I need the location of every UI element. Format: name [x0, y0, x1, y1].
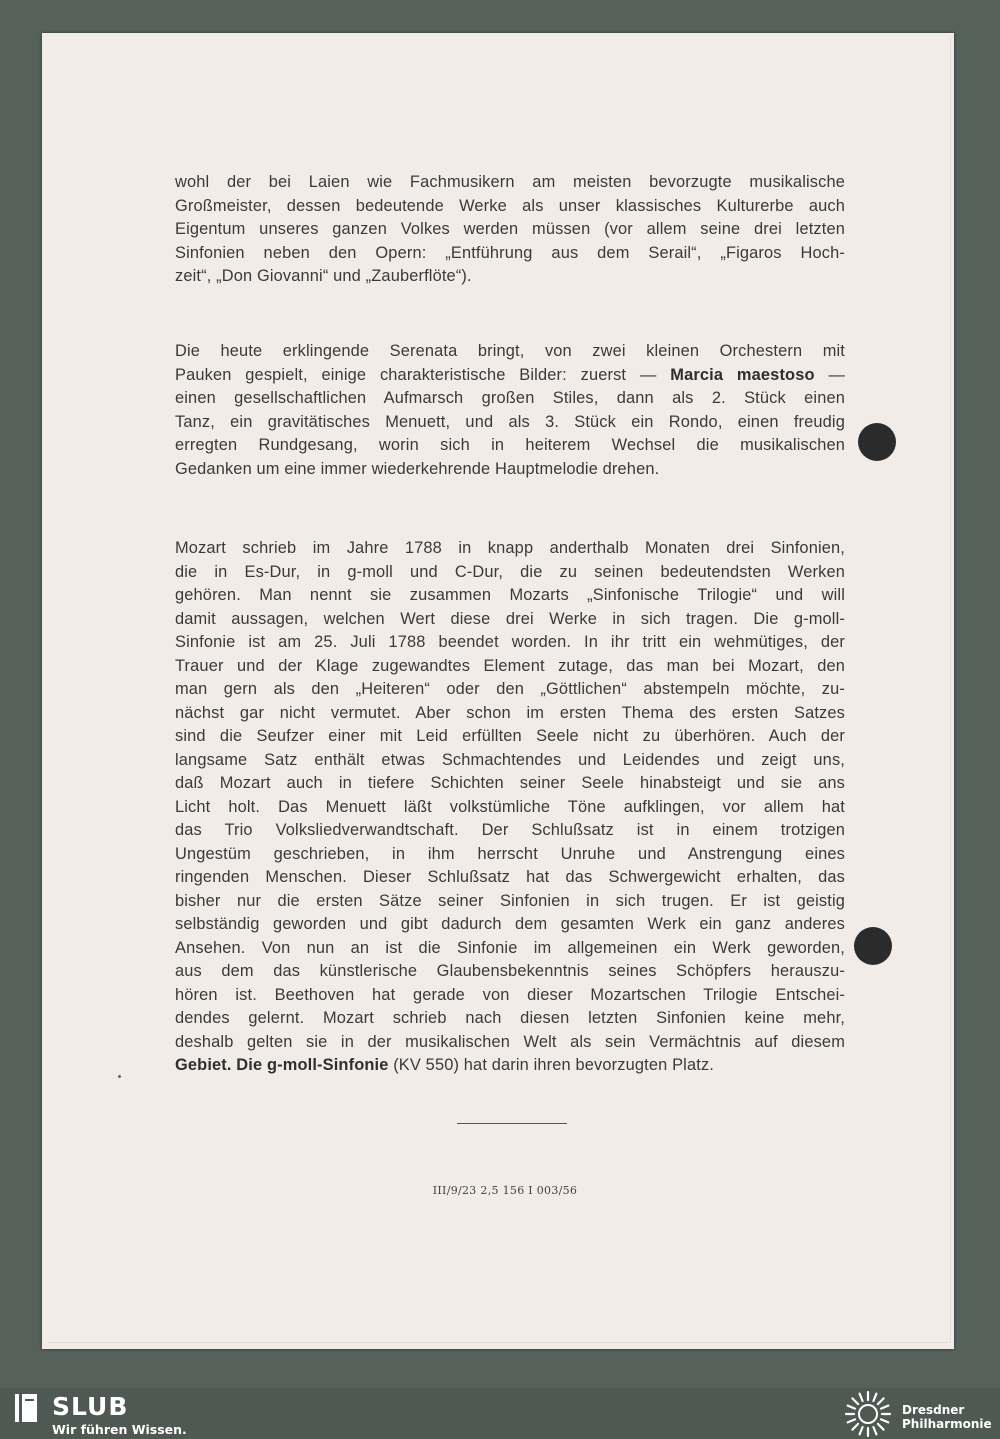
punch-hole [858, 423, 896, 461]
text-line: Gedanken um eine immer wiederkehrende Hauptmelodie drehen. [175, 459, 660, 478]
text-line: selbständig geworden und gibt dadurch dem gesamten Werk ein ganz anderes [175, 915, 845, 933]
text-line: gehören. Man nennt sie zusammen Mozarts „Sinfonische Trilogie“ und will [175, 586, 845, 604]
text-line: Trauer und der Klage zugewandtes Element zutage, das man bei Mozart, den [175, 656, 845, 675]
text-line [175, 364, 845, 388]
text-segment: — [814, 365, 845, 384]
text-line: Mozart schrieb im Jahre 1788 in knapp anderthalb Monaten drei Sinfonien, [175, 539, 845, 557]
text-line: man gern als den „Heiteren“ oder den „Göttlichen“ abstempeln möchte, zu- [175, 680, 845, 698]
text-line: damit aussagen, welchen Wert diese drei Werke in sich tragen. Die g-moll- [175, 609, 845, 628]
text-line: nächst gar nicht vermutet. Aber schon im ersten Thema des ersten Satzes [175, 703, 845, 722]
philharmonie-logo-line1[interactable]: Dresdner [902, 1403, 965, 1417]
text-line: das Trio Volksliedverwandtschaft. Der Schlußsatz ist in einem trotzigen [175, 821, 845, 839]
text-line: Sinfonien neben den Opern: „Entführung aus dem Serail“, „Figaros Hoch- [175, 243, 845, 262]
work-title: Gebiet. Die g-moll-Sinfonie [175, 1056, 389, 1074]
sunburst-logo-icon[interactable] [843, 1389, 893, 1439]
text-line: dendes gelernt. Mozart schrieb nach diesen letzten Sinfonien keine mehr, [175, 1009, 845, 1027]
text-line: Tanz, ein gravitätisches Menuett, und als 3. Stück ein Rondo, einen freudig [175, 412, 845, 431]
text-line: hören ist. Beethoven hat gerade von dieser Mozartschen Trilogie Entschei- [175, 985, 845, 1004]
paragraph-gmoll-sinfonie [175, 537, 845, 1078]
text-line: zeit“, „Don Giovanni“ und „Zauberflöte“). [175, 267, 472, 285]
punch-hole [854, 927, 892, 965]
slub-logo-text[interactable]: SLUB [52, 1392, 129, 1421]
text-line [175, 1054, 845, 1078]
text-line: ringenden Menschen. Dieser Schlußsatz hat das Schwergewicht erhalten, das [175, 868, 845, 886]
text-line: einen gesellschaftlichen Aufmarsch großen Stiles, dann als 2. Stück einen [175, 389, 845, 407]
book-icon[interactable] [12, 1392, 42, 1424]
text-line: aus dem das künstlerische Glaubensbekenntnis seines Schöpfers herauszu- [175, 962, 845, 980]
text-line: Licht holt. Das Menuett läßt volkstümliche Töne aufklingen, vor allem hat [175, 797, 845, 816]
slub-tagline: Wir führen Wissen. [52, 1422, 187, 1437]
print-code: III/9/23 2,5 156 I 003/56 [432, 1184, 578, 1197]
text-line: wohl der bei Laien wie Fachmusikern am meisten bevorzugte musikalische [175, 173, 845, 191]
paragraph-serenata [175, 340, 845, 481]
philharmonie-logo-line2[interactable]: Philharmonie [902, 1417, 992, 1431]
text-line: Die heute erklingende Serenata bringt, von zwei kleinen Orchestern mit [175, 342, 845, 360]
text-line: Ungestüm geschrieben, in ihm herrscht Unruhe und Anstrengung eines [175, 844, 845, 863]
text-line: Sinfonie ist am 25. Juli 1788 beendet worden. In ihr tritt ein wehmütiges, der [175, 633, 845, 651]
text-segment: (KV 550) hat darin ihren bevorzugten Platz. [388, 1056, 714, 1074]
text-line: sind die Seufzer einer mit Leid erfüllten Seele nicht zu überhören. Auch der [175, 727, 845, 745]
section-divider [457, 1123, 567, 1124]
paragraph-intro [175, 171, 845, 289]
text-segment: Pauken gespielt, einige charakteristische Bilder: zuerst — [175, 365, 671, 384]
text-line: daß Mozart auch in tiefere Schichten seiner Seele hinabsteigt und sie ans [175, 774, 845, 792]
text-line: Ansehen. Von nun an ist die Sinfonie im allgemeinen ein Werk geworden, [175, 938, 845, 957]
text-line: Eigentum unseres ganzen Volkes werden müssen (vor allem seine drei letzten [175, 220, 845, 238]
paper-speck [118, 1075, 121, 1078]
text-line: Großmeister, dessen bedeutende Werke als unser klassisches Kulturerbe auch [175, 196, 845, 215]
text-line: deshalb gelten sie in der musikalischen Welt als sein Vermächtnis auf diesem [175, 1032, 845, 1051]
text-line: bisher nur die ersten Sätze seiner Sinfonien in sich trugen. Er ist geistig [175, 891, 845, 910]
movement-title: Marcia maestoso [670, 365, 815, 384]
text-line: die in Es-Dur, in g-moll und C-Dur, die zu seinen bedeutendsten Werken [175, 562, 845, 581]
text-line: erregten Rundgesang, worin sich in heiterem Wechsel die musikalischen [175, 436, 845, 454]
text-line: langsame Satz enthält etwas Schmachtendes und Leidendes und zeigt uns, [175, 750, 845, 769]
